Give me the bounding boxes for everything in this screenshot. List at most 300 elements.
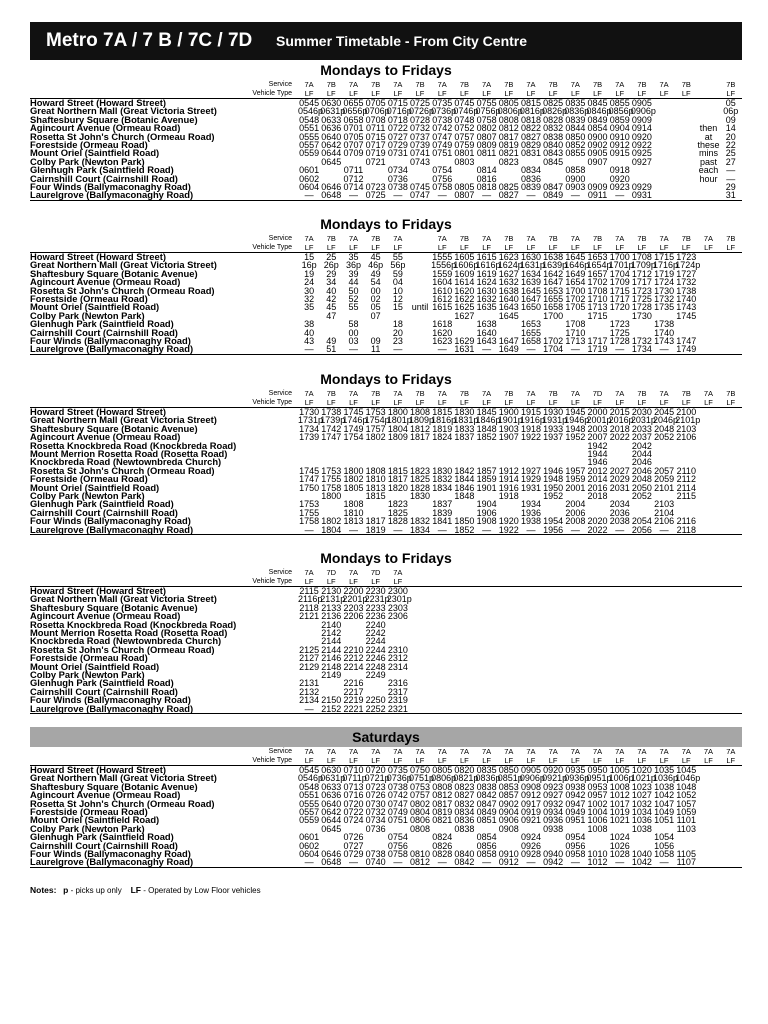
departure-time: 0705 [365, 98, 386, 108]
departure-time [631, 595, 653, 603]
departure-time: 58 [348, 319, 359, 330]
departure-time: 1809p [408, 415, 434, 426]
departure-time [720, 774, 742, 782]
departure-time: — [520, 345, 542, 354]
departure-time: 1901p [497, 415, 523, 426]
departure-time: 2034 [609, 499, 630, 510]
departure-time: 2037 [631, 432, 652, 443]
stop-row [30, 191, 742, 200]
departure-time: 2230 [365, 586, 386, 596]
departure-time: 1658 [520, 336, 541, 347]
vehicle-type-row-cell: LF [365, 756, 387, 766]
departure-time: 1738 [654, 319, 675, 330]
departure-time: 2045 [654, 407, 675, 417]
departure-time: 1619 [476, 268, 497, 279]
service-row [30, 389, 742, 398]
departure-time [586, 587, 608, 596]
departure-time: 0825 [543, 98, 564, 108]
departure-time: 0734 [365, 815, 386, 826]
departure-time: 0658 [343, 114, 364, 125]
departure-time [564, 587, 586, 596]
departure-time: 1649 [498, 344, 519, 355]
departure-time: 1946 [543, 465, 564, 476]
stop-name: Howard Street (Howard Street) [30, 408, 298, 417]
stop-name: Rosetta Knockbreda Road (Knockbreda Road) [30, 439, 237, 451]
departure-time: 0739 [410, 140, 431, 151]
stop-name: Cairnshill Court (Cairnshill Road) [30, 326, 178, 338]
service-row-cell: 7A [304, 568, 314, 577]
departure-time: 30 [304, 285, 315, 296]
departure-time: 1916p [519, 415, 545, 426]
departure-time: 1054 [654, 832, 675, 843]
service-row-cell: 7A [393, 389, 403, 398]
departure-time: 1709p [630, 260, 656, 271]
departure-time: 1715 [654, 252, 675, 262]
departure-time: 1004 [587, 807, 608, 818]
service-row-cell: 7B [459, 234, 469, 243]
departure-time [697, 646, 719, 654]
departure-time: 0920 [609, 173, 630, 184]
service-row-cell: 7A [615, 80, 625, 89]
stop-name: Agincourt Avenue (Ormeau Road) [30, 431, 181, 443]
departure-time: 0914 [631, 123, 652, 134]
departure-time: 1755 [321, 474, 342, 485]
departure-time: 0821 [498, 148, 519, 159]
departure-time: 0709 [343, 148, 364, 159]
departure-time [675, 595, 697, 603]
departure-time: 2118 [676, 524, 696, 535]
departure-time: 1650 [520, 302, 541, 313]
departure-time [697, 679, 719, 687]
departure-time: 1629 [454, 336, 475, 347]
departure-time: 0745 [454, 98, 475, 108]
departure-time: 2115 [299, 586, 319, 596]
departure-time [586, 663, 608, 671]
timetable-grid [30, 389, 742, 535]
departure-time: 1813 [365, 482, 386, 493]
departure-time: 2303 [387, 602, 408, 613]
departure-time [586, 595, 608, 603]
departure-time [675, 663, 697, 671]
departure-time: 0921p [542, 773, 568, 784]
departure-time: 0835 [476, 765, 497, 775]
departure-time: 1830 [432, 465, 453, 476]
departure-time: 0717 [365, 140, 386, 151]
departure-time: 1620 [432, 327, 453, 338]
service-row-cell [476, 568, 498, 577]
departure-time [631, 671, 653, 679]
stop-name: Agincourt Avenue (Ormeau Road) [30, 276, 181, 288]
departure-time: 1024 [609, 832, 630, 843]
departure-time: 0730 [365, 798, 386, 809]
departure-time [542, 595, 564, 603]
service-row-cell: 7A [482, 80, 492, 89]
departure-time [697, 442, 719, 450]
vehicle-type-row-cell: LF [498, 756, 520, 766]
departure-time [431, 587, 453, 596]
departure-time [631, 696, 653, 704]
departure-time [720, 604, 742, 612]
departure-time: 1638 [476, 319, 497, 330]
departure-time [365, 679, 387, 687]
departure-time [697, 774, 719, 782]
departure-time: 0929 [631, 182, 652, 193]
departure-time [609, 663, 631, 671]
departure-time: 1819 [365, 524, 386, 535]
departure-time: 1710 [565, 327, 586, 338]
departure-time: 0640 [321, 131, 342, 142]
departure-time [586, 688, 608, 696]
departure-time [564, 595, 586, 603]
departure-time: 2134 [299, 695, 320, 706]
departure-time: 39 [348, 268, 359, 279]
departure-time: 1634 [520, 268, 541, 279]
service-row-cell [675, 568, 697, 577]
departure-time: 1946p [564, 415, 590, 426]
departure-time: 0850 [498, 765, 519, 775]
departure-time: 1948 [543, 474, 564, 485]
departure-time [697, 303, 719, 311]
departure-time: 1957 [565, 465, 586, 476]
departure-time [653, 183, 675, 191]
departure-time: 0555 [299, 131, 320, 142]
departure-time: 0557 [299, 807, 320, 818]
departure-time: — [431, 858, 453, 867]
departure-time [675, 696, 697, 704]
departure-time: 0758 [432, 182, 453, 193]
departure-time: 05 [370, 302, 381, 313]
departure-time: 1824 [432, 432, 453, 443]
departure-time [720, 816, 742, 824]
service-row-cell: 7B [726, 80, 736, 89]
departure-time: 0812 [432, 790, 453, 801]
departure-time [320, 679, 342, 687]
departure-time: 0736p [431, 106, 457, 117]
departure-time: 35 [342, 253, 364, 262]
departure-time: 1010 [587, 849, 608, 860]
departure-time: at [704, 131, 713, 142]
departure-time [697, 287, 719, 295]
departure-time [498, 671, 520, 679]
departure-time [586, 654, 608, 662]
vehicle-type-row-cell: LF [720, 398, 742, 408]
departure-time: 0910 [498, 849, 519, 860]
departure-time [697, 261, 719, 269]
service-row-cell: 7A [482, 389, 492, 398]
departure-time: 2206 [343, 611, 364, 622]
service-row-cell: 7A [526, 80, 536, 89]
service-row-cell: 7A [304, 234, 314, 243]
departure-time [697, 500, 719, 508]
vehicle-type-row-cell: LF [320, 577, 342, 587]
departure-time [586, 629, 608, 637]
departure-time: 0729 [387, 140, 408, 151]
stop-name: Shaftesbury Square (Botanic Avenue) [30, 422, 198, 434]
stop-name: Colby Park (Newton Park) [30, 822, 145, 834]
departure-time: 1753 [299, 499, 320, 510]
departure-time: 0747 [387, 798, 408, 809]
vehicle-type-row-cell: LF [586, 89, 608, 99]
departure-time: 0724 [343, 815, 364, 826]
departure-time: 1834 [432, 482, 453, 493]
departure-time: 49 [370, 268, 381, 279]
departure-time: 0732 [410, 123, 431, 134]
departure-time: 0757 [410, 790, 431, 801]
departure-time: 0906p [519, 773, 545, 784]
stop-name: Mount Oriel (Saintfield Road) [30, 660, 160, 672]
departure-time: 0934 [543, 807, 564, 818]
departure-time: 2103 [676, 423, 697, 434]
departure-time [298, 629, 320, 637]
service-row-cell [720, 568, 742, 577]
departure-time: 1638 [543, 252, 564, 262]
departure-time [653, 450, 675, 458]
departure-time [498, 629, 520, 637]
departure-time [387, 450, 409, 458]
departure-time: 10 [392, 285, 403, 296]
departure-time: 1815 [432, 407, 453, 417]
section-title: Saturdays [30, 727, 742, 747]
departure-time [409, 270, 431, 278]
departure-time: 0646 [321, 849, 342, 860]
departure-time: 2116 [676, 516, 696, 527]
departure-time: 2249 [365, 670, 386, 681]
stop-name: Cairnshill Court (Cairnshill Road) [30, 172, 178, 184]
departure-time [453, 663, 475, 671]
departure-time [697, 696, 719, 704]
departure-time: 1012 [609, 790, 630, 801]
stop-name: Glenhugh Park (Saintfield Road) [30, 677, 174, 689]
departure-time: — [476, 526, 498, 535]
departure-time: 0838 [543, 131, 564, 142]
departure-time: 1747 [299, 474, 320, 485]
departure-time [476, 587, 498, 596]
departure-time: 0931 [631, 190, 652, 201]
departure-time: 40 [326, 285, 337, 296]
departure-time: 2056 [631, 524, 652, 535]
departure-time [453, 500, 475, 508]
departure-time: — [609, 858, 631, 867]
departure-time [431, 621, 453, 629]
departure-time: 38 [304, 319, 315, 330]
vehicle-type-row-cell: LF [409, 756, 431, 766]
departure-time [720, 320, 742, 328]
departure-time: 1742 [321, 423, 342, 434]
departure-time: 0912 [520, 790, 541, 801]
departure-time: 0856p [608, 106, 634, 117]
departure-time [453, 621, 475, 629]
departure-time: 0819 [432, 807, 453, 818]
departure-time [653, 621, 675, 629]
departure-time: 0906 [498, 815, 519, 826]
departure-time [675, 637, 697, 645]
vehicle-type-row-cell: LF [609, 398, 631, 408]
departure-time: 0656p [342, 106, 368, 117]
departure-time: 0756 [432, 173, 453, 184]
departure-time [697, 663, 719, 671]
departure-time: 0829 [520, 140, 541, 151]
departure-time [476, 679, 498, 687]
service-row-cell: 7A [615, 747, 625, 756]
departure-time: 0726p [408, 106, 434, 117]
departure-time: 1647 [498, 336, 519, 347]
departure-time: 1810 [343, 507, 364, 518]
service-row-cell: 7A [659, 80, 669, 89]
departure-time: 1938 [520, 516, 541, 527]
departure-time: 1817 [387, 474, 408, 485]
departure-time: 1615 [476, 252, 497, 262]
departure-time: 2052 [654, 432, 675, 443]
departure-time [476, 621, 498, 629]
service-row-cell: 7A [304, 747, 314, 756]
departure-time: 0805 [454, 182, 475, 193]
departure-time: 1922 [520, 432, 541, 443]
departure-time: 1758 [299, 516, 320, 527]
service-row-cell: 7A [437, 80, 447, 89]
vehicle-type-row-cell: LF [720, 243, 742, 253]
departure-time: 0820 [454, 765, 475, 775]
departure-time: 1057 [676, 798, 697, 809]
departure-time: 1809 [387, 432, 408, 443]
departure-time: 2133 [321, 602, 342, 613]
departure-time: 0805 [432, 765, 453, 775]
departure-time: 2118 [299, 602, 319, 613]
departure-time: — [476, 858, 498, 867]
departure-time: 0823 [454, 781, 475, 792]
service-row-cell: 7A [304, 389, 314, 398]
departure-time: 0753 [410, 781, 431, 792]
departure-time: — [564, 858, 586, 867]
service-row-cell [542, 568, 564, 577]
departure-time: 1622 [454, 294, 475, 305]
vehicle-type-row-cell: LF [342, 577, 364, 587]
stop-name: Glenhugh Park (Saintfield Road) [30, 498, 174, 510]
service-row-cell: 7A [659, 234, 669, 243]
departure-time [409, 621, 431, 629]
departure-time: these [697, 140, 720, 151]
departure-time: 0736 [365, 823, 386, 834]
service-row-cell: 7B [504, 389, 514, 398]
departure-time: 0827 [454, 790, 475, 801]
departure-time: 0602 [299, 840, 320, 851]
departure-time: 31 [720, 191, 742, 200]
departure-time: 2001 [565, 482, 586, 493]
departure-time [653, 107, 675, 115]
departure-time: 1042 [654, 790, 675, 801]
departure-time: 47 [326, 310, 337, 321]
notes-lf-key: LF [130, 885, 141, 895]
stop-name: Rosetta Knockbreda Road (Knockbreda Road) [30, 618, 237, 630]
departure-time: — [726, 173, 736, 184]
departure-time [453, 671, 475, 679]
departure-time [476, 671, 498, 679]
departure-time [409, 705, 431, 714]
departure-time: 1623 [498, 252, 519, 262]
departure-time: 0725 [410, 98, 431, 108]
vehicle-type-row-cell: LF [387, 89, 409, 99]
departure-time: 2148 [321, 661, 342, 672]
departure-time: 1101 [676, 815, 696, 826]
departure-time: — [298, 191, 320, 200]
departure-time [431, 612, 453, 620]
departure-time [498, 450, 520, 458]
departure-time: 1709 [609, 277, 630, 288]
departure-time [720, 791, 742, 799]
departure-time: 1021p [630, 773, 656, 784]
service-row-cell: 7B [726, 389, 736, 398]
departure-time [409, 345, 431, 354]
departure-time: 1658 [543, 302, 564, 313]
departure-time [453, 646, 475, 654]
stop-name: Agincourt Avenue (Ormeau Road) [30, 610, 181, 622]
departure-time: 0721p [364, 773, 390, 784]
departure-time [431, 663, 453, 671]
departure-time: 2242 [365, 628, 386, 639]
departure-time: 0938 [565, 781, 586, 792]
departure-time [586, 612, 608, 620]
service-row-cell: 7B [371, 234, 381, 243]
departure-time: 1058 [654, 849, 675, 860]
vehicle-type-row-cell: LF [520, 756, 542, 766]
stop-name: Forestside (Ormeau Road) [30, 652, 148, 664]
departure-time [675, 133, 697, 141]
departure-time: — [476, 345, 498, 354]
departure-time: 1810 [365, 474, 386, 485]
departure-time: 0853 [498, 781, 519, 792]
departure-time [720, 329, 742, 337]
departure-time: 1846p [475, 415, 501, 426]
departure-time: 0951 [565, 815, 586, 826]
departure-time: — [387, 526, 409, 535]
weekday-section [30, 369, 742, 535]
departure-time: 1732 [676, 277, 697, 288]
departure-time: 0908 [520, 781, 541, 792]
service-row-label: Service [268, 748, 292, 755]
departure-time [697, 312, 719, 320]
departure-time: 0747 [410, 190, 431, 201]
stop-name: Laurelgrove (Ballymaconaghy Road) [30, 705, 298, 714]
departure-time: 2022 [609, 432, 630, 443]
notes-p-text: - picks up only [70, 886, 122, 895]
departure-time [342, 621, 364, 629]
departure-time: 0749 [432, 140, 453, 151]
departure-time: 0737 [410, 131, 431, 142]
departure-time: 0759 [454, 140, 475, 151]
stop-name: Knockbreda Road (Newtownbreda Church) [30, 635, 222, 647]
departure-time: 0711 [365, 123, 386, 134]
departure-time [409, 663, 431, 671]
departure-time [409, 696, 431, 704]
departure-time: — [520, 858, 542, 867]
departure-time: 1002 [587, 798, 608, 809]
departure-time [653, 696, 675, 704]
departure-time: 1848 [454, 491, 475, 502]
departure-time: 2116p [298, 594, 323, 605]
departure-time [365, 450, 387, 458]
vehicle-type-row-cell: LF [320, 243, 342, 253]
vehicle-type-row-cell: LF [342, 89, 364, 99]
departure-time: 1828 [410, 482, 431, 493]
departure-time: 0801 [454, 148, 475, 159]
departure-time [453, 629, 475, 637]
stop-name: Glenhugh Park (Saintfield Road) [30, 164, 174, 176]
departure-time [631, 663, 653, 671]
departure-time: 1604 [432, 277, 453, 288]
departure-time: 0826 [432, 840, 453, 851]
departure-time: 1952 [543, 491, 564, 502]
departure-time: 1830 [410, 491, 431, 502]
departure-time: 0716p [386, 106, 412, 117]
